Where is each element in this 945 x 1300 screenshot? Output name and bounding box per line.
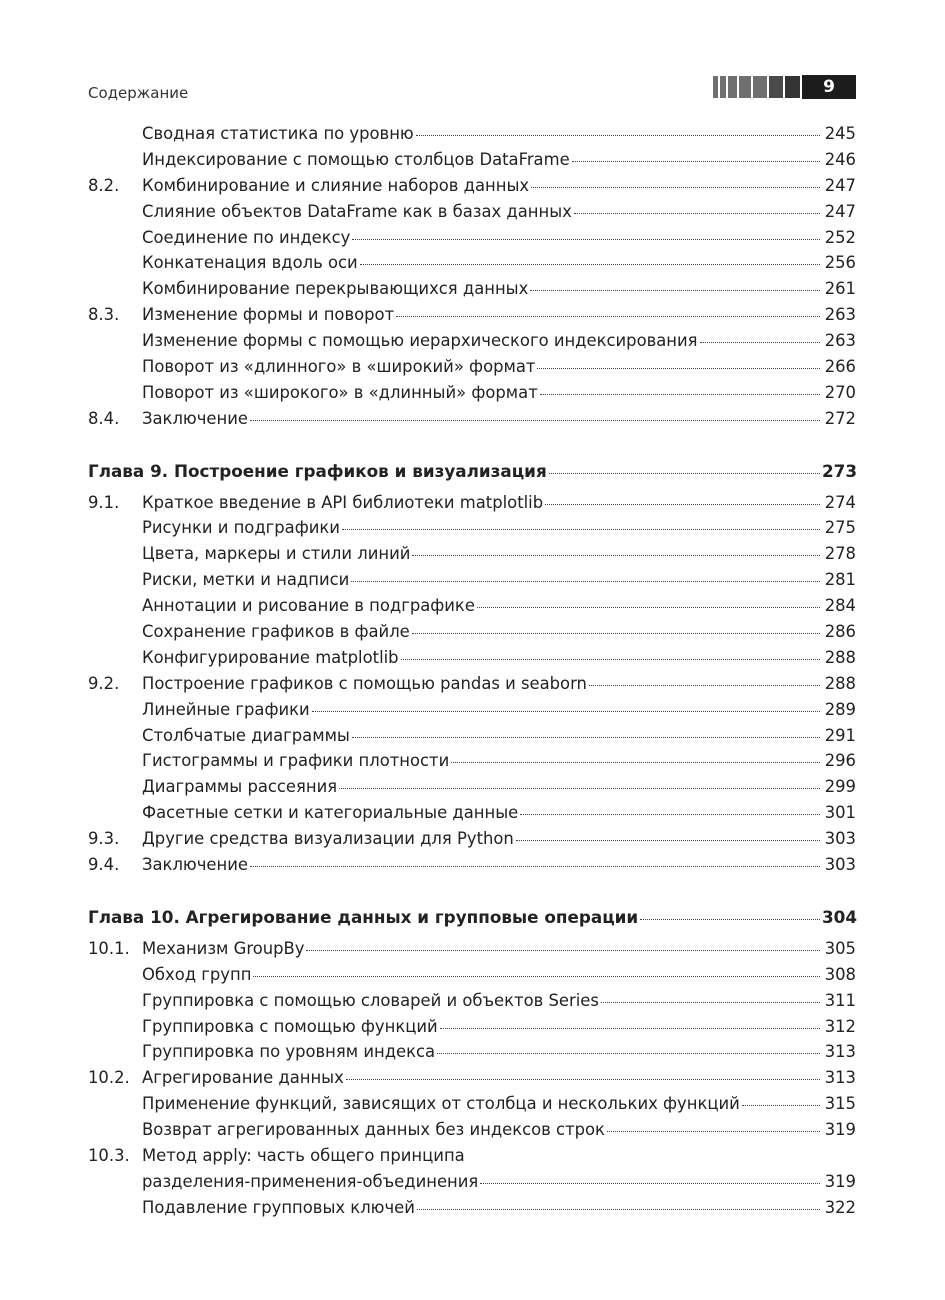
toc-entry[interactable] (88, 1094, 856, 1120)
page-number: 9 (802, 75, 856, 99)
toc-entry-number: 10.2. (88, 1068, 130, 1088)
toc-entry[interactable] (88, 383, 856, 409)
toc-entry-title: Гистограммы и графики плотности (142, 751, 450, 771)
toc-entry-title: Краткое введение в API библиотеки matplotlib (142, 492, 544, 512)
toc-entry[interactable] (88, 493, 856, 519)
toc-entry-title: Конкатенация вдоль оси (142, 253, 358, 273)
toc-entry-number: 10.3. (88, 1145, 130, 1165)
toc-leader-dots (412, 555, 820, 556)
toc-entry-page: 313 (824, 1068, 856, 1088)
toc-leader-dots (531, 187, 820, 188)
toc-leader-dots (549, 473, 820, 474)
toc-entry-title: Соединение по индексу (142, 227, 351, 247)
header-decor-bar (739, 76, 751, 98)
toc-entry-page: 322 (824, 1197, 856, 1217)
toc-leader-dots (412, 633, 820, 634)
toc-entry[interactable] (88, 570, 856, 596)
toc-entry-page: 273 (822, 460, 858, 481)
toc-entry-title: Поворот из «широкого» в «длинный» формат (142, 382, 538, 402)
toc-entry-title: Сохранение графиков в файле (142, 622, 410, 642)
toc-leader-dots (339, 788, 820, 789)
toc-entry-title: Агрегирование данных (142, 1068, 344, 1088)
toc-entry[interactable] (88, 150, 856, 176)
toc-entry-page: 299 (824, 777, 856, 797)
toc-entry-title: Заключение (142, 855, 248, 875)
header-decor-bar (720, 76, 726, 98)
toc-entry-page: 288 (824, 673, 856, 693)
toc-entry[interactable] (88, 965, 856, 991)
toc-leader-dots (700, 342, 820, 343)
toc-leader-dots (480, 1183, 820, 1184)
toc-entry[interactable] (88, 1042, 856, 1068)
toc-entry-number: 10.1. (88, 938, 130, 958)
toc-entry-page: 263 (824, 305, 856, 325)
toc-entry-title: Слияние объектов DataFrame как в базах данных (142, 201, 572, 221)
toc-leader-dots (742, 1105, 820, 1106)
toc-entry-page: 272 (824, 408, 856, 428)
toc-entry-page: 263 (824, 331, 856, 351)
toc-entry-page: 305 (824, 938, 856, 958)
toc-entry-title: Фасетные сетки и категориальные данные (142, 803, 519, 823)
toc-entry-title: Столбчатые диаграммы (142, 725, 350, 745)
toc-leader-dots (537, 368, 820, 369)
toc-entry[interactable] (88, 1198, 856, 1224)
toc-leader-dots (360, 264, 820, 265)
toc-entry-title: Группировка с помощью функций (142, 1016, 438, 1036)
header-decor-bar (753, 76, 767, 98)
toc-entry-page: 289 (824, 699, 856, 719)
toc-entry[interactable] (88, 518, 856, 544)
toc-leader-dots (601, 1002, 820, 1003)
toc-entry-title: Поворот из «длинного» в «широкий» формат (142, 357, 536, 377)
toc-leader-dots (451, 762, 820, 763)
toc-leader-dots (312, 711, 820, 712)
toc-leader-dots (416, 135, 820, 136)
toc-entry-page: 252 (824, 227, 856, 247)
toc-leader-dots (306, 950, 820, 951)
toc-entry-page: 312 (824, 1016, 856, 1036)
toc-leader-dots (401, 659, 820, 660)
toc-entry[interactable] (88, 829, 856, 855)
toc-entry[interactable] (88, 803, 856, 829)
toc-entry[interactable] (88, 279, 856, 305)
toc-leader-dots (253, 976, 820, 977)
toc-leader-dots (351, 581, 820, 582)
toc-entry[interactable] (88, 331, 856, 357)
toc-entry-page: 245 (824, 124, 856, 143)
toc-entry-title: разделения-применения-объединения (142, 1171, 479, 1191)
toc-entry-title: Диаграммы рассеяния (142, 777, 338, 797)
toc-entry[interactable] (88, 544, 856, 570)
toc-chapter-entry[interactable] (88, 907, 856, 933)
toc-entry-page: 247 (824, 175, 856, 195)
toc-entry-page: 303 (824, 829, 856, 849)
toc-entry[interactable] (88, 726, 856, 752)
toc-leader-dots (342, 529, 820, 530)
toc-entry-title: Конфигурирование matplotlib (142, 647, 399, 667)
toc-entry-page: 303 (824, 855, 856, 875)
toc-entry-page: 247 (824, 201, 856, 221)
toc-entry-title: Индексирование с помощью столбцов DataFrame (142, 149, 570, 169)
toc-entry-number: 8.4. (88, 408, 120, 428)
toc-entry-title: Изменение формы с помощью иерархического индексирования (142, 331, 698, 351)
toc-entry-page: 301 (824, 803, 856, 823)
toc-entry-title: Рисунки и подграфики (142, 518, 340, 538)
toc-entry[interactable] (88, 253, 856, 279)
toc-leader-dots (516, 840, 820, 841)
toc-leader-dots (520, 814, 820, 815)
toc-leader-dots (346, 1079, 820, 1080)
toc-entry-page: 266 (824, 357, 856, 377)
toc-entry-title: Метод apply: часть общего принципа (142, 1145, 465, 1165)
toc-entry-number: 9.4. (88, 855, 120, 875)
toc-leader-dots (477, 607, 820, 608)
toc-entry-number: 8.2. (88, 175, 120, 195)
toc-entry-title: Построение графиков с помощью pandas и seaborn (142, 673, 587, 693)
toc-entry-page: 246 (824, 149, 856, 169)
toc-leader-dots (574, 213, 820, 214)
toc-entry-page: 311 (824, 990, 856, 1010)
toc-leader-dots (440, 1028, 820, 1029)
toc-entry-title: Аннотации и рисование в подграфике (142, 596, 475, 616)
toc-entry-page: 261 (824, 279, 856, 299)
toc-chapter-entry[interactable] (88, 461, 856, 487)
toc-entry[interactable] (88, 1120, 856, 1146)
header-decor-bar (713, 76, 718, 98)
toc-entry-page: 274 (824, 492, 856, 512)
toc-leader-dots (417, 1209, 820, 1210)
table-of-contents (88, 124, 856, 1224)
toc-entry-title: Механизм GroupBy (142, 938, 305, 958)
toc-entry-title: Линейные графики (142, 699, 310, 719)
toc-entry[interactable] (88, 409, 856, 435)
toc-entry-title: Группировка по уровням индекса (142, 1042, 436, 1062)
toc-entry-title: Группировка с помощью словарей и объектов Series (142, 990, 599, 1010)
toc-leader-dots (589, 685, 820, 686)
toc-entry[interactable] (88, 176, 856, 202)
header-decor-bar (785, 76, 800, 98)
toc-entry[interactable] (88, 124, 856, 150)
toc-leader-dots (530, 290, 820, 291)
toc-entry-number: 9.2. (88, 673, 120, 693)
toc-leader-dots (250, 420, 820, 421)
toc-leader-dots (640, 919, 820, 920)
toc-entry-page: 281 (824, 570, 856, 590)
toc-entry-page: 308 (824, 964, 856, 984)
toc-entry-title: Применение функций, зависящих от столбца и нескольких функций (142, 1094, 740, 1114)
running-header-title: Содержание (88, 84, 189, 102)
toc-entry[interactable] (88, 1172, 856, 1198)
toc-entry-title: Цвета, маркеры и стили линий (142, 544, 411, 564)
header-decor-bar (728, 76, 737, 98)
toc-entry-page: 288 (824, 647, 856, 667)
toc-entry-page: 296 (824, 751, 856, 771)
toc-leader-dots (540, 394, 820, 395)
toc-leader-dots (572, 161, 820, 162)
toc-entry-page: 291 (824, 725, 856, 745)
toc-entry[interactable] (88, 202, 856, 228)
toc-leader-dots (352, 737, 820, 738)
toc-leader-dots (437, 1053, 820, 1054)
toc-entry-page: 304 (822, 906, 858, 927)
toc-entry[interactable] (88, 357, 856, 383)
toc-entry-title: Сводная статистика по уровню (142, 124, 414, 143)
toc-entry-title: Комбинирование перекрывающихся данных (142, 279, 529, 299)
toc-leader-dots (607, 1131, 820, 1132)
toc-leader-dots (545, 504, 820, 505)
toc-entry[interactable] (88, 751, 856, 777)
toc-leader-dots (250, 866, 820, 867)
toc-entry[interactable] (88, 596, 856, 622)
toc-entry-number: 9.3. (88, 829, 120, 849)
toc-entry-page: 275 (824, 518, 856, 538)
toc-entry-title: Возврат агрегированных данных без индексов строк (142, 1120, 605, 1140)
toc-entry-page: 313 (824, 1042, 856, 1062)
toc-entry-page: 319 (824, 1171, 856, 1191)
toc-entry-title: Глава 9. Построение графиков и визуализация (88, 460, 547, 481)
toc-entry-page: 270 (824, 382, 856, 402)
toc-entry[interactable] (88, 1017, 856, 1043)
toc-entry[interactable] (88, 700, 856, 726)
toc-entry-page: 256 (824, 253, 856, 273)
toc-entry[interactable] (88, 674, 856, 700)
toc-entry-number: 8.3. (88, 305, 120, 325)
toc-entry-title: Комбинирование и слияние наборов данных (142, 175, 530, 195)
toc-entry-title: Риски, метки и надписи (142, 570, 350, 590)
toc-entry-title: Обход групп (142, 964, 252, 984)
toc-entry[interactable] (88, 228, 856, 254)
toc-entry[interactable] (88, 622, 856, 648)
toc-entry-title: Глава 10. Агрегирование данных и групповые операции (88, 906, 639, 927)
toc-entry[interactable] (88, 1146, 856, 1172)
toc-leader-dots (352, 239, 820, 240)
toc-entry[interactable] (88, 1068, 856, 1094)
toc-entry-page: 319 (824, 1120, 856, 1140)
toc-entry[interactable] (88, 991, 856, 1017)
toc-entry-title: Другие средства визуализации для Python (142, 829, 514, 849)
toc-entry-number: 9.1. (88, 492, 120, 512)
header-decor-bar (769, 76, 783, 98)
toc-entry-title: Заключение (142, 408, 248, 428)
toc-leader-dots (396, 316, 820, 317)
toc-entry[interactable] (88, 939, 856, 965)
toc-entry-page: 315 (824, 1094, 856, 1114)
toc-entry[interactable] (88, 648, 856, 674)
toc-entry-title: Подавление групповых ключей (142, 1197, 415, 1217)
toc-entry[interactable] (88, 855, 856, 881)
toc-entry-page: 284 (824, 596, 856, 616)
toc-entry-page: 286 (824, 622, 856, 642)
toc-entry-page: 278 (824, 544, 856, 564)
toc-entry[interactable] (88, 777, 856, 803)
toc-entry-title: Изменение формы и поворот (142, 305, 395, 325)
toc-entry[interactable] (88, 305, 856, 331)
